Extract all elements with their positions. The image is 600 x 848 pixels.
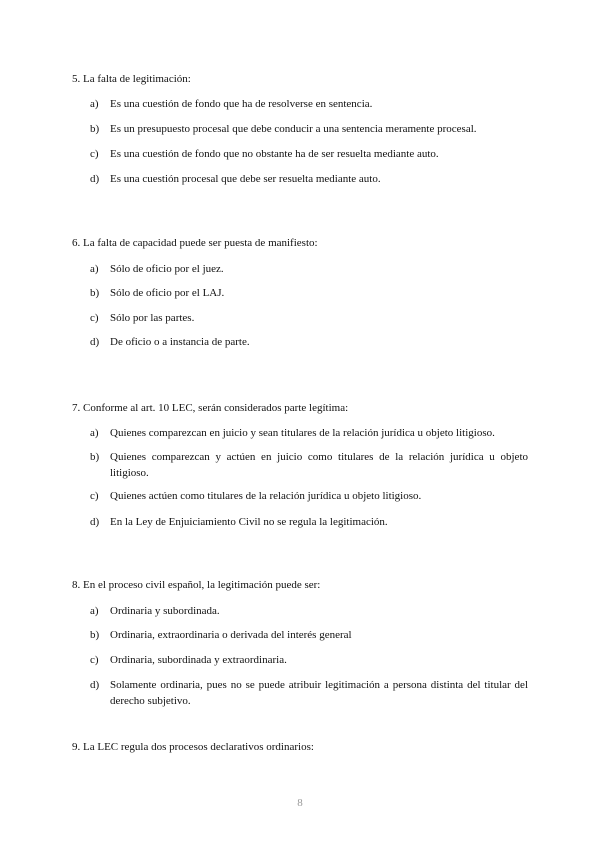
option-letter: c) <box>90 654 99 666</box>
option-text: Ordinaria, extraordinaria o derivada del interés general <box>110 629 352 641</box>
option-text: Es una cuestión de fondo que ha de resolverse en sentencia. <box>110 98 373 110</box>
option-text: En la Ley de Enjuiciamiento Civil no se regula la legitimación. <box>110 516 388 528</box>
option-letter: a) <box>90 605 99 617</box>
option-text: Sólo de oficio por el LAJ. <box>110 287 225 299</box>
question-6-option-c <box>90 310 528 326</box>
question-6-option-a <box>90 261 528 277</box>
option-letter: a) <box>90 427 99 439</box>
option-letter: d) <box>90 173 100 185</box>
question-8-option-c <box>90 652 528 668</box>
question-8-title: 8. En el proceso civil español, la legitimación puede ser: <box>72 579 321 591</box>
question-9-title: 9. La LEC regula dos procesos declarativos ordinarios: <box>72 741 314 753</box>
question-5-option-d <box>90 171 528 187</box>
option-text: Es una cuestión de fondo que no obstante ha de ser resuelta mediante auto. <box>110 148 439 160</box>
option-letter: c) <box>90 490 99 502</box>
option-letter: b) <box>90 629 100 641</box>
question-5-option-c <box>90 146 528 162</box>
option-letter: a) <box>90 98 99 110</box>
option-letter: d) <box>90 679 100 691</box>
question-6-title: 6. La falta de capacidad puede ser puesta de manifiesto: <box>72 237 318 249</box>
question-8-option-d <box>90 677 528 709</box>
option-letter: b) <box>90 123 100 135</box>
option-text: Solamente ordinaria, pues no se puede atribuir legitimación a persona distinta del titular del derecho subjetivo. <box>110 679 528 707</box>
option-text: Quienes actúen como titulares de la relación jurídica u objeto litigioso. <box>110 490 422 502</box>
option-text: Sólo de oficio por el juez. <box>110 263 224 275</box>
option-text: Es una cuestión procesal que debe ser resuelta mediante auto. <box>110 173 381 185</box>
question-7-option-c <box>90 488 528 504</box>
option-text: Quienes comparezcan en juicio y sean titulares de la relación jurídica u objeto litigioso. <box>110 427 495 439</box>
question-5-option-a <box>90 96 528 112</box>
question-7-option-d <box>90 514 528 530</box>
question-5-title: 5. La falta de legitimación: <box>72 73 191 85</box>
option-letter: c) <box>90 312 99 324</box>
option-letter: d) <box>90 336 100 348</box>
question-8-option-b <box>90 627 528 643</box>
question-7-option-b <box>90 449 528 481</box>
option-letter: c) <box>90 148 99 160</box>
option-text: Es un presupuesto procesal que debe conducir a una sentencia meramente procesal. <box>110 123 477 135</box>
option-letter: b) <box>90 451 100 463</box>
question-8-option-a <box>90 603 528 619</box>
question-6-option-d <box>90 334 528 350</box>
option-text: Ordinaria, subordinada y extraordinaria. <box>110 654 287 666</box>
question-6-option-b <box>90 285 528 301</box>
page-number: 8 <box>297 797 303 809</box>
option-text: Sólo por las partes. <box>110 312 195 324</box>
option-text: Quienes comparezcan y actúen en juicio como titulares de la relación jurídica u objeto litigioso. <box>110 451 528 479</box>
question-5-option-b <box>90 121 528 137</box>
option-text: De oficio o a instancia de parte. <box>110 336 250 348</box>
question-7-title: 7. Conforme al art. 10 LEC, serán considerados parte legítima: <box>72 402 349 414</box>
option-letter: d) <box>90 516 100 528</box>
option-letter: b) <box>90 287 100 299</box>
option-letter: a) <box>90 263 99 275</box>
question-7-option-a <box>90 425 528 441</box>
option-text: Ordinaria y subordinada. <box>110 605 220 617</box>
